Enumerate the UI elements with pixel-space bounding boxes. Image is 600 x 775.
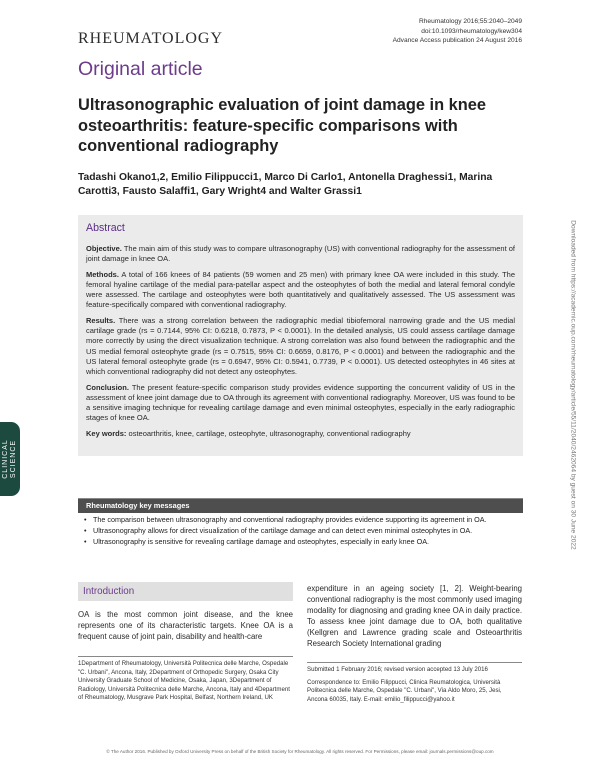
copyright-line: © The Author 2016. Published by Oxford University Press on behalf of the British Society for Rheumatology. All rights reserved. For Permissions, please email: journals.permissions@oup.com xyxy=(106,749,494,754)
key-message-item: • Ultrasonography allows for direct visualization of the cartilage damage and can detect even minimal osteophytes in OA. xyxy=(84,526,517,535)
right-column xyxy=(307,584,522,649)
download-note xyxy=(568,195,578,575)
results-label: Results. xyxy=(86,315,116,325)
abstract-objective xyxy=(86,244,515,265)
citation-volume: Rheumatology 2016;55:2040–2049 xyxy=(418,18,522,25)
section-tab-label xyxy=(2,439,18,479)
abstract-conclusion xyxy=(86,383,515,424)
section-tab-line1: CLINICAL xyxy=(2,439,9,479)
objective-text: The main aim of this study was to compare ultrasonography (US) with conventional radiography for the assessment of joint damage in knee OA. xyxy=(86,244,515,264)
abstract-keywords xyxy=(86,429,515,439)
journal-logo: RHEUMATOLOGY xyxy=(78,30,224,47)
section-tab-line2: SCIENCE xyxy=(10,439,17,479)
affiliations-footnote: 1Department of Rheumatology, Università Politecnica delle Marche, Ospedale "C. Urbani", Ancona, Italy, 2Department of Orthopedic Surgery, Osaka City University Graduate School of Medicine, Osaka, Japan, 3Department of Radiology, Università Politecnica delle Marche, Ancona, Italy and 4Department of Rheumatology, Musgrave Park Hospital, Belfast, Northern Ireland, UK xyxy=(78,656,293,703)
section-tab-clinical-science xyxy=(0,422,20,496)
introduction-continued-text: expenditure in an ageing society [1, 2]. Weight-bearing conventional radiography is the most commonly used imaging modality for diagnosing and grading knee OA in daily practice. To assess knee joint damage due to OA, both qualitative (Kellgren and Lawrence grading scale and Osteoarthritis Research Society International grading xyxy=(307,584,522,648)
correspondence-footnote xyxy=(307,662,522,708)
abstract-box xyxy=(78,215,523,456)
key-messages-box xyxy=(78,498,523,573)
citation-advance-access: Advance Access publication 24 August 2016 xyxy=(392,37,522,45)
introduction-section xyxy=(78,582,293,643)
conclusion-text: The present feature-specific comparison study provides evidence supporting the concurrent validity of US in the assessment of knee joint damage due to OA through its agreement with conventional radiography. Moreover, US was found to be a sensitive imaging technique for revealing cartilage damage and even minimal osteophytes, especially in the early radiographic stages of knee OA. xyxy=(86,382,515,423)
key-messages-list xyxy=(78,513,523,547)
results-text: There was a strong correlation between the radiographic medial tibiofemoral narrowing grade and the US medial cartilage grade (rs = 0.7144, 95% CI: 0.6218, 0.7873, P < 0.0001). In the detailed analysis, US could assess cartilage damage more correctly by using the direct visualization technique. A strong correlation was also found between the radiographic and the US medial femoral osteophyte grade (rs = 0.7515, 95% CI: 0.6659, 0.8176, P < 0.0001) and between the radiographic and the US lateral femoral osteophyte grade (rs = 0.6947, 95% CI: 0.5941, 0.7739, P < 0.0001). US detected osteophytes in 46 sites at which conventional radiography did not detect any osteophytes. xyxy=(86,315,515,377)
abstract-heading: Abstract xyxy=(86,222,125,234)
introduction-text: OA is the most common joint disease, and the knee represents one of its characteristic targets. Knee OA is a frequent cause of joint pain, disability and health-care xyxy=(78,610,293,641)
author-list: Tadashi Okano1,2, Emilio Filippucci1, Marco Di Carlo1, Antonella Draghessi1, Marina Carotti3, Fausto Salaffi1, Gary Wright4 and Walter Grassi1 xyxy=(78,172,493,197)
abstract-results xyxy=(86,316,515,378)
introduction-heading: Introduction xyxy=(78,582,293,601)
citation-info xyxy=(393,17,522,46)
download-note-text[interactable]: Downloaded from https://academic.oup.com/rheumatology/article/55/11/2040/2462064 by guest on 30 June 2022 xyxy=(569,220,577,550)
article-title: Ultrasonographic evaluation of joint damage in knee osteoarthritis: feature-specific comparisons with conventional radiography xyxy=(78,96,487,155)
keywords-label: Key words: xyxy=(86,428,127,438)
abstract-methods xyxy=(86,270,515,311)
methods-text: A total of 166 knees of 84 patients (59 women and 25 men) with primary knee OA were included in this study. The femoral hyaline cartilage of the medial para-patellar aspect and the osteophytes of both the medial and lateral femoral condyle were assessed. The cartilage and osteophytes were both quantitatively and qualitatively assessed. The US assessment was feature-specifically compared with conventional radiography. xyxy=(86,269,516,310)
keywords-text: osteoarthritis, knee, cartilage, osteophyte, ultrasonography, conventional radiography xyxy=(128,428,411,438)
key-message-item: • The comparison between ultrasonography and conventional radiography provides evidence supporting its agreement in OA. xyxy=(84,515,517,524)
citation-doi[interactable]: doi:10.1093/rheumatology/kew304 xyxy=(421,27,522,35)
key-message-item: • Ultrasonography is sensitive for revealing cartilage damage and osteophytes, especially in early knee OA. xyxy=(84,537,517,546)
correspondence-address: Correspondence to: Emilio Filippucci, Clinica Reumatologica, Università Politecnica delle Marche, Ospedale "C. Urbani", Via Aldo Moro, 25, Jesi, Ancona 60035, Italy. E-mail: emilio_filippucci@yahoo.it xyxy=(307,678,502,703)
conclusion-label: Conclusion. xyxy=(86,382,129,392)
submission-dates: Submitted 1 February 2016; revised version accepted 13 July 2016 xyxy=(307,666,488,673)
article-type: Original article xyxy=(78,58,203,80)
objective-label: Objective. xyxy=(86,244,122,253)
methods-label: Methods. xyxy=(86,269,119,279)
key-messages-heading: Rheumatology key messages xyxy=(78,499,523,513)
